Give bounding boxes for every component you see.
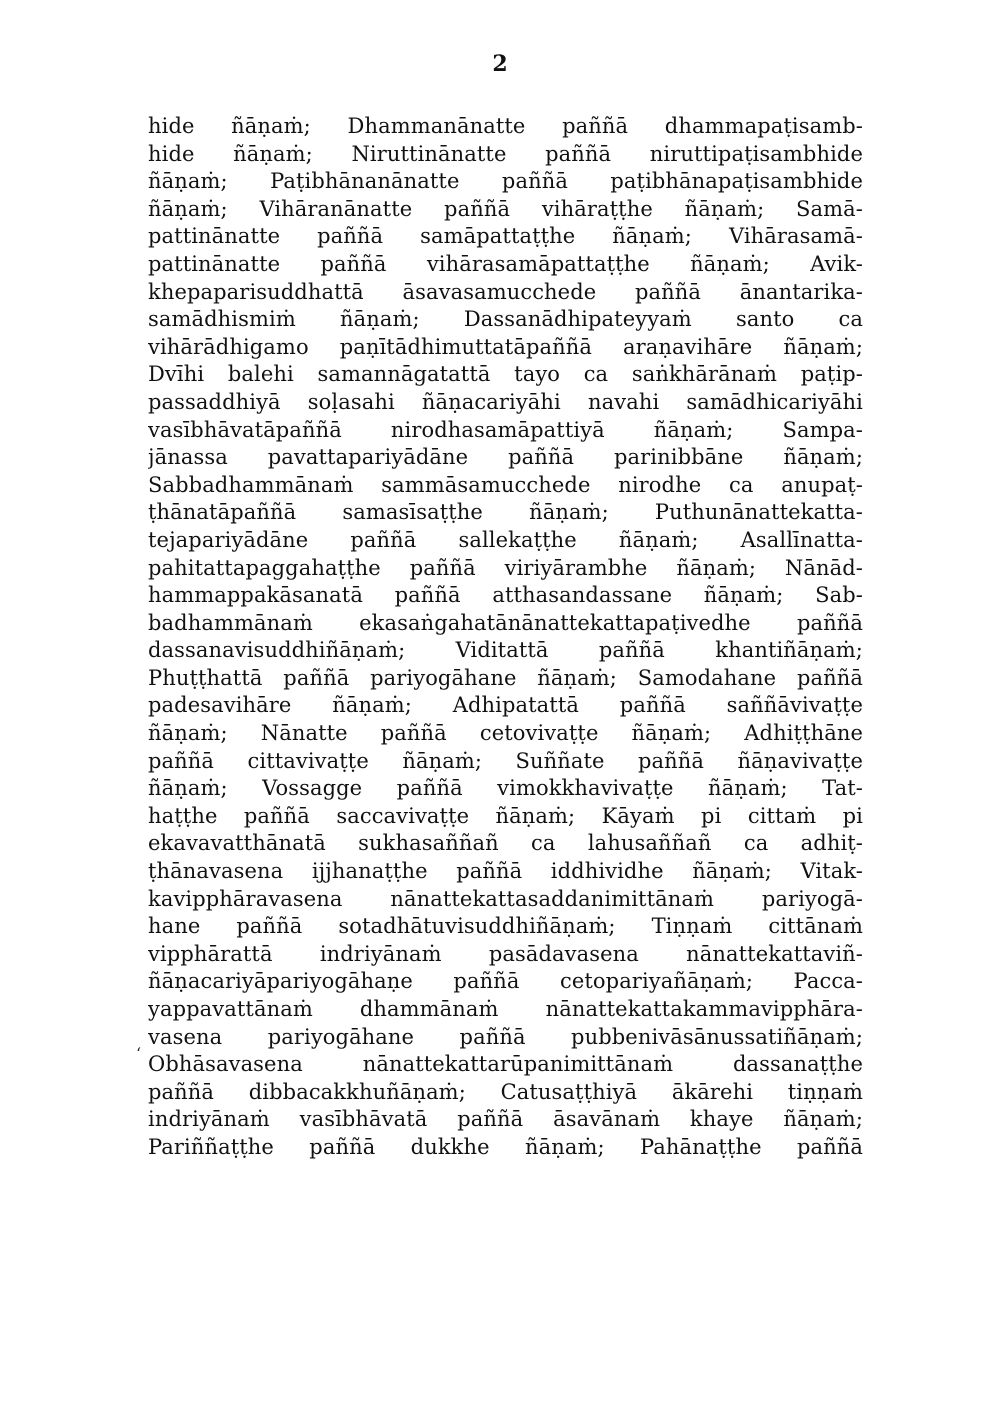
text-line: ṭhānavasena ijjhanaṭṭhe paññā iddhividhe ñāṇaṁ; Vitak-: [148, 859, 863, 884]
text-line: kavipphāravasena nānattekattasaddanimittānaṁ pariyogā-: [148, 886, 863, 911]
text-line: vasībhāvatāpaññā nirodhasamāpattiyā ñāṇaṁ; Sampa-: [148, 417, 863, 442]
text-line: pattinānatte paññā vihārasamāpattaṭṭhe ñāṇaṁ; Avik-: [148, 251, 863, 276]
text-line: pahitattapaggahaṭṭhe paññā viriyārambhe ñāṇaṁ; Nānād-: [148, 555, 863, 580]
text-line: pattinānatte paññā samāpattaṭṭhe ñāṇaṁ; Vihārasamā-: [148, 224, 863, 249]
text-line: ñāṇacariyāpariyogāhaṇe paññā cetopariyañāṇaṁ; Pacca-: [148, 969, 863, 994]
page-number: 2: [492, 51, 508, 77]
text-line: vihārādhigamo paṇītādhimuttatāpaññā araṇavihāre ñāṇaṁ;: [148, 334, 863, 359]
text-line: hane paññā sotadhātuvisuddhiñāṇaṁ; Tiṇṇaṁ cittānaṁ: [148, 914, 863, 939]
text-line: ekavavatthānatā sukhasaññañ ca lahusaññañ ca adhiṭ-: [148, 831, 863, 856]
text-line: ṭhānatāpaññā samasīsaṭṭhe ñāṇaṁ; Puthunānattekatta-: [148, 500, 863, 525]
text-line: hide ñāṇaṁ; Niruttinānatte paññā niruttipaṭisambhide: [148, 141, 863, 166]
text-line: ñāṇaṁ; Vossagge paññā vimokkhavivaṭṭe ñāṇaṁ; Tat-: [148, 776, 863, 801]
text-line: Sabbadhammānaṁ sammāsamucchede nirodhe ca anupaṭ-: [148, 472, 863, 497]
body-text: [148, 113, 863, 1162]
text-line: vasena pariyogāhane paññā pubbenivāsānussatiñāṇaṁ;: [148, 1024, 863, 1049]
text-line: padesavihāre ñāṇaṁ; Adhipatattā paññā saññāvivaṭṭe: [148, 693, 863, 718]
text-line: indriyānaṁ vasībhāvatā paññā āsavānaṁ khaye ñāṇaṁ;: [148, 1107, 863, 1132]
text-line: Phuṭṭhattā paññā pariyogāhane ñāṇaṁ; Samodahane paññā: [148, 665, 863, 690]
text-line: dassanavisuddhiñāṇaṁ; Viditattā paññā khantiñāṇaṁ;: [148, 638, 863, 663]
text-line: ñāṇaṁ; Vihāranānatte paññā vihāraṭṭhe ñāṇaṁ; Samā-: [148, 196, 863, 221]
text-line: samādhismiṁ ñāṇaṁ; Dassanādhipateyyaṁ santo ca: [148, 307, 863, 332]
text-line: Obhāsavasena nānattekattarūpanimittānaṁ dassanaṭṭhe: [148, 1052, 863, 1077]
text-line: paññā dibbacakkhuñāṇaṁ; Catusaṭṭhiyā ākārehi tiṇṇaṁ: [148, 1079, 863, 1104]
text-line: tejapariyādāne paññā sallekaṭṭhe ñāṇaṁ; Asallīnatta-: [148, 527, 863, 552]
margin-mark: ʻ: [136, 1044, 142, 1063]
text-line: Pariññaṭṭhe paññā dukkhe ñāṇaṁ; Pahānaṭṭhe paññā: [148, 1134, 863, 1159]
text-line: Dvīhi balehi samannāgatattā tayo ca saṅkhārānaṁ paṭip-: [148, 362, 863, 387]
text-line: khepaparisuddhattā āsavasamucchede paññā ānantarika-: [148, 279, 863, 304]
text-line: jānassa pavattapariyādāne paññā parinibbāne ñāṇaṁ;: [148, 445, 863, 470]
text-line: yappavattānaṁ dhammānaṁ nānattekattakammavipphāra-: [148, 997, 863, 1021]
text-line: vipphārattā indriyānaṁ pasādavasena nānattekattaviñ-: [148, 941, 863, 966]
text-line: hammappakāsanatā paññā atthasandassane ñāṇaṁ; Sab-: [148, 583, 863, 608]
text-line: passaddhiyā soḷasahi ñāṇacariyāhi navahi samādhicariyāhi: [148, 389, 863, 414]
text-line: paññā cittavivaṭṭe ñāṇaṁ; Suññate paññā ñāṇavivaṭṭe: [148, 748, 863, 773]
text-line: ñāṇaṁ; Nānatte paññā cetovivaṭṭe ñāṇaṁ; Adhiṭṭhāne: [148, 721, 863, 746]
text-line: haṭṭhe paññā saccavivaṭṭe ñāṇaṁ; Kāyaṁ pi cittaṁ pi: [148, 803, 863, 828]
text-line: hide ñāṇaṁ; Dhammanānatte paññā dhammapaṭisamb-: [148, 114, 863, 138]
text-line: badhammānaṁ ekasaṅgahatānānattekattapaṭivedhe paññā: [148, 610, 863, 635]
text-line: ñāṇaṁ; Paṭibhānanānatte paññā paṭibhānapaṭisambhide: [148, 169, 863, 194]
